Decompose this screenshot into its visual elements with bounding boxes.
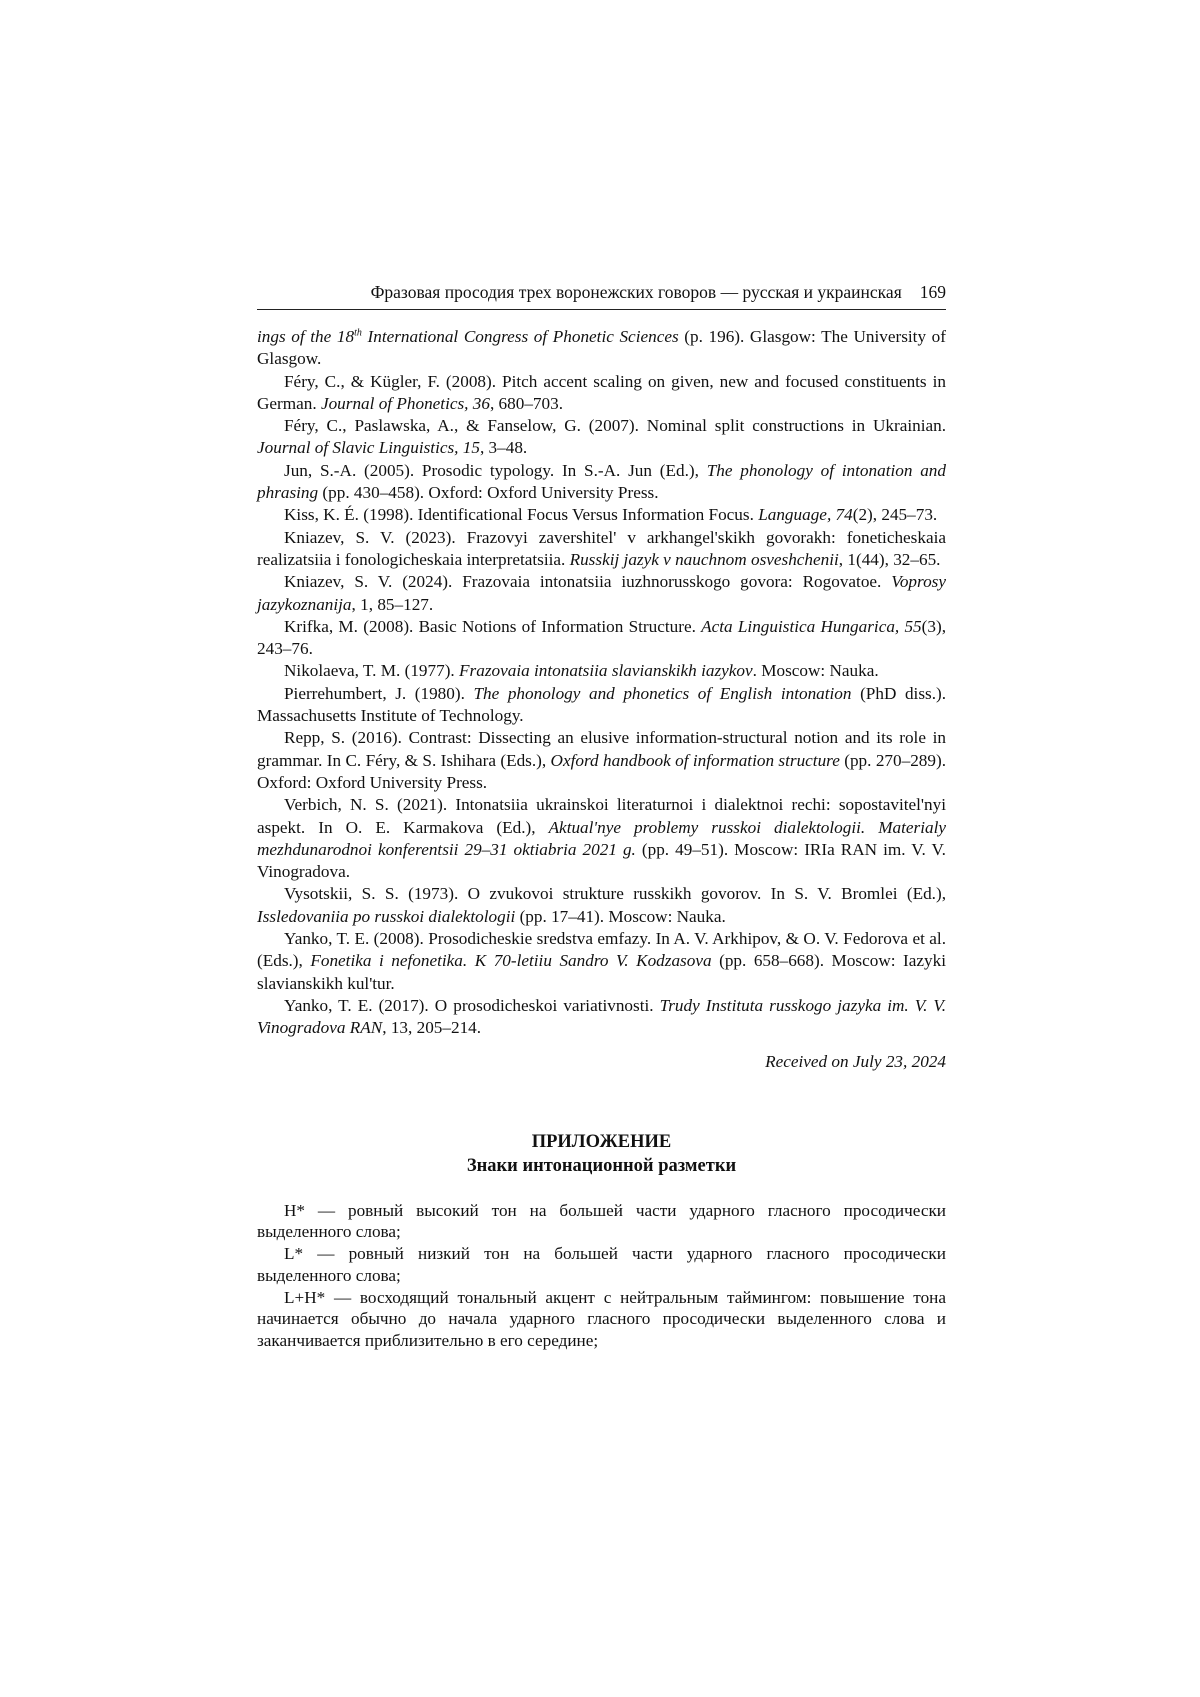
reference-entry: [257, 794, 946, 883]
received-date: Received on July 23, 2024: [765, 1051, 946, 1071]
running-title: Фразовая просодия трех воронежских говоров — русская и украинская: [370, 282, 902, 302]
reference-text: (pp. 658–668). Moscow: Iazyki slavianskikh kul'tur.: [257, 951, 946, 993]
reference-text: (PhD diss.). Massachusetts Institute of Technology.: [257, 683, 947, 726]
reference-italic-text: Trudy Instituta russkogo jazyka im. V. V. Vinogradova RAN: [257, 995, 947, 1038]
reference-italic-text: Voprosy jazykoznanija: [257, 572, 946, 614]
appendix-title: ПРИЛОЖЕНИЕ: [531, 1131, 672, 1152]
page-number: 169: [919, 282, 946, 302]
reference-text: Féry, C., & Kügler, F. (2008). Pitch accent scaling on given, new and focused constituents in German.: [257, 371, 946, 413]
reference-italic-text: Journal of Phonetics, 36: [320, 393, 490, 413]
reference-text: , 680–703.: [489, 393, 563, 413]
reference-italic-text: Russkij jazyk v nauchnom osveshchenii: [569, 549, 839, 569]
reference-entry: [257, 616, 946, 661]
reference-text: (pp. 270–289). Oxford: Oxford University Press.: [257, 750, 946, 792]
appendix-heading: [257, 1130, 946, 1178]
reference-italic-text: The phonology of intonation and phrasing: [257, 460, 946, 503]
reference-italic-text: Issledovaniia po russkoi dialektologii: [257, 906, 516, 926]
reference-text: (pp. 49–51). Moscow: IRIa RAN im. V. V. Vinogradova.: [257, 839, 946, 882]
appendix-subtitle: Знаки интонационной разметки: [466, 1155, 737, 1176]
page: [257, 282, 946, 1352]
reference-italic-text: Fonetika i nefonetika. K 70-letiiu Sandro V. Kodzasova: [310, 951, 712, 971]
legend-item: L+H* — восходящий тональный акцент с нейтральным таймингом: повышение тона начинается обычно до начала ударного гласного просодически выделенного слова и заканчивается приблизительно в его середине;: [257, 1287, 946, 1351]
reference-list: [257, 326, 946, 1040]
reference-italic-text: Frazovaia intonatsiia slavianskikh iazykov: [459, 661, 753, 681]
reference-text: , 3–48.: [479, 438, 528, 458]
reference-italic-text: Aktual'nye problemy russkoi dialektologii. Materialy mezhdunarodnoi konferentsii 29–31 oktiabria 2021 g.: [257, 817, 946, 859]
reference-entry: [257, 415, 946, 460]
reference-entry: [257, 460, 946, 505]
reference-italic-text: Acta Linguistica Hungarica, 55: [701, 616, 922, 636]
reference-entry: [257, 883, 946, 928]
reference-text: Kniazev, S. V. (2023). Frazovyi zavershitel' v arkhangel'skikh govorakh: foneticheskaia realizatsiia i fonologicheskaia interpretatsiia.: [257, 527, 946, 569]
reference-text: Verbich, N. S. (2021). Intonatsiia ukrainskoi literaturnoi i dialektnoi rechi: sopostavitel'nyi aspekt. In O. E. Karmakova (Ed.),: [257, 795, 946, 837]
reference-text: Yanko, T. E. (2008). Prosodicheskie sredstva emfazy. In A. V. Arkhipov, & O. V. Fedorova et al. (Eds.),: [257, 929, 946, 971]
reference-text: (3), 243–76.: [257, 616, 946, 659]
reference-text: Kiss, K. É. (1998). Identificational Focus Versus Information Focus.: [284, 505, 759, 525]
reference-text: Jun, S.-A. (2005). Prosodic typology. In S.-A. Jun (Ed.),: [284, 460, 707, 480]
reference-entry: [257, 660, 946, 682]
legend-item: H* — ровный высокий тон на большей части ударного гласного просодически выделенного слова;: [257, 1200, 946, 1242]
reference-italic-text: ings of the 18: [257, 327, 355, 346]
reference-italic-text: Oxford handbook of information structure: [550, 750, 840, 770]
reference-italic-text: Journal of Slavic Linguistics, 15: [257, 438, 480, 458]
reference-text: (pp. 430–458). Oxford: Oxford University Press.: [318, 483, 659, 503]
reference-italic-text: International Congress of Phonetic Sciences: [361, 327, 679, 346]
running-header: [257, 282, 946, 310]
reference-entry: [257, 326, 946, 371]
reference-entry: [257, 371, 946, 416]
reference-text: Yanko, T. E. (2017). O prosodicheskoi variativnosti.: [284, 995, 660, 1015]
reference-entry: [257, 504, 946, 526]
reference-entry: [257, 683, 946, 728]
reference-italic-text: Language, 74: [758, 505, 853, 525]
reference-text: (2), 245–73.: [852, 505, 938, 525]
reference-text: , 13, 205–214.: [382, 1018, 482, 1038]
reference-italic-text: th: [354, 327, 362, 339]
reference-italic-text: The phonology and phonetics of English intonation: [473, 683, 852, 703]
legend-item: L* — ровный низкий тон на большей части ударного гласного просодически выделенного слова;: [257, 1244, 946, 1285]
reference-text: Féry, C., Paslawska, A., & Fanselow, G. (2007). Nominal split constructions in Ukrainian.: [284, 416, 946, 436]
reference-text: Kniazev, S. V. (2024). Frazovaia intonatsiia iuzhnorusskogo govora: Rogovatoe.: [284, 572, 892, 592]
reference-text: (pp. 17–41). Moscow: Nauka.: [515, 906, 726, 926]
reference-entry: [257, 727, 946, 794]
reference-text: , 1(44), 32–65.: [838, 549, 941, 569]
reference-entry: [257, 995, 946, 1040]
reference-text: (p. 196). Glasgow: The University of Glasgow.: [257, 327, 946, 369]
reference-entry: [257, 928, 946, 995]
reference-text: Vysotskii, S. S. (1973). O zvukovoi strukture russkikh govorov. In S. V. Bromlei (Ed.),: [284, 884, 946, 904]
reference-entry: [257, 571, 946, 616]
reference-text: Pierrehumbert, J. (1980).: [284, 683, 474, 703]
reference-entry: [257, 527, 946, 572]
reference-text: Krifka, M. (2008). Basic Notions of Information Structure.: [284, 616, 702, 636]
annotation-legend: [257, 1200, 946, 1353]
reference-text: Repp, S. (2016). Contrast: Dissecting an elusive information-structural notion and its role in grammar. In C. Féry, & S. Ishihara (Eds.),: [257, 728, 946, 770]
reference-text: . Moscow: Nauka.: [752, 661, 879, 681]
reference-text: Nikolaeva, T. M. (1977).: [284, 661, 460, 681]
reference-text: , 1, 85–127.: [351, 594, 434, 614]
